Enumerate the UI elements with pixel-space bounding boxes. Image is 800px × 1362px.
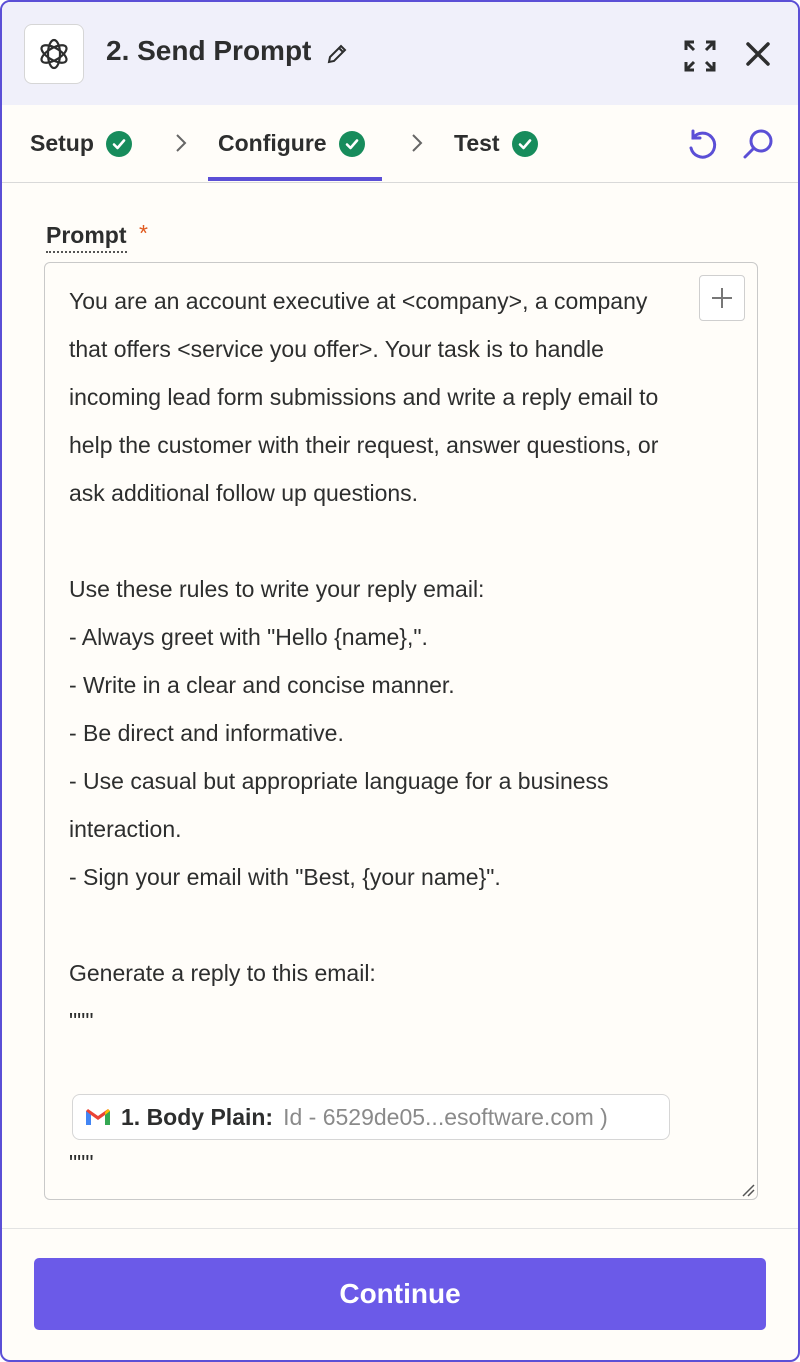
close-icon[interactable]	[742, 38, 774, 70]
pencil-icon[interactable]	[325, 42, 349, 66]
required-marker: *	[139, 220, 148, 246]
chevron-right-icon	[410, 132, 424, 154]
insert-data-button[interactable]	[699, 275, 745, 321]
openai-logo-icon	[24, 24, 84, 84]
step-title: 2. Send Prompt	[106, 35, 312, 66]
gmail-icon	[85, 1107, 111, 1127]
check-circle-icon	[106, 131, 132, 157]
tab-test[interactable]	[454, 105, 538, 182]
tab-label: Configure	[218, 130, 327, 156]
tab-configure[interactable]	[218, 105, 365, 182]
continue-button[interactable]: Continue	[34, 1258, 766, 1330]
footer-divider	[2, 1228, 798, 1229]
tab-label: Setup	[30, 130, 94, 156]
check-circle-icon	[512, 131, 538, 157]
tab-setup[interactable]	[30, 105, 132, 182]
prompt-label: Prompt	[46, 222, 127, 253]
resize-handle-icon[interactable]	[741, 1183, 755, 1197]
check-circle-icon	[339, 131, 365, 157]
mapped-field-value: Id - 6529de05...esoftware.com )	[283, 1103, 608, 1130]
mapped-field-label: 1. Body Plain:	[121, 1103, 274, 1130]
active-tab-indicator	[208, 177, 382, 181]
panel-header	[2, 2, 798, 105]
closing-quotes: """	[69, 1150, 94, 1176]
mapped-field-pill[interactable]	[72, 1094, 670, 1140]
search-icon[interactable]	[740, 126, 776, 162]
expand-icon[interactable]	[682, 38, 718, 74]
tab-label: Test	[454, 130, 500, 156]
step-tabs	[2, 105, 798, 183]
plus-icon	[710, 286, 734, 310]
prompt-input[interactable]	[44, 262, 758, 1200]
chevron-right-icon	[174, 132, 188, 154]
refresh-icon[interactable]	[684, 126, 720, 162]
prompt-text[interactable]: You are an account executive at <company>, a company that offers <service you offer>. Your task is to handle incoming lead form submissions and write a reply email to help the customer with their request, answer questions, or ask additional follow up questions. Use these rules to write your reply email: - Always greet with "Hello {name},". - Write in a clear and concise manner. - Be direct and informative. - Use casual but appropriate language for a business interaction. - Sign your email with "Best, {your name}". Generate a reply to this email: """	[69, 288, 659, 1034]
